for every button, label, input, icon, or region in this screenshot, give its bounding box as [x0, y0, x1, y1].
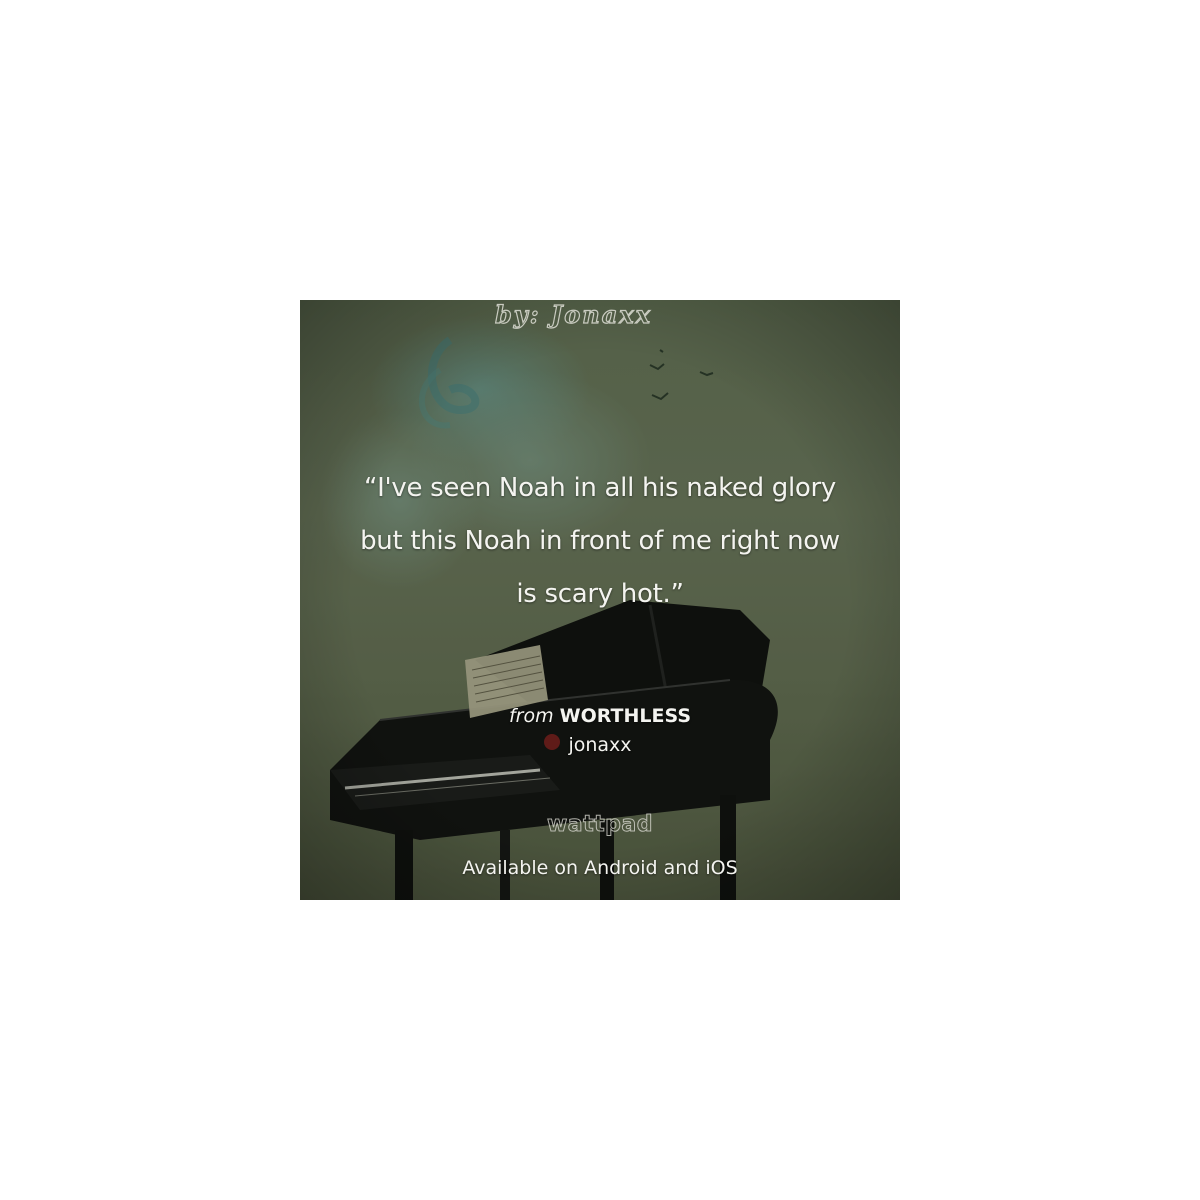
cover-byline: by: Jonaxx — [495, 300, 652, 329]
source-line — [300, 703, 900, 729]
book-title: WORTHLESS — [559, 705, 692, 727]
quote-card — [300, 300, 900, 900]
source-prefix: from — [508, 705, 554, 727]
wattpad-logo-icon: wattpad — [546, 812, 654, 837]
author-name: jonaxx — [568, 734, 632, 756]
availability-text: Available on Android and iOS — [462, 857, 738, 879]
quote-text: “I've seen Noah in all his naked glory but this Noah in front of me right now is scary hot.” — [360, 473, 840, 609]
